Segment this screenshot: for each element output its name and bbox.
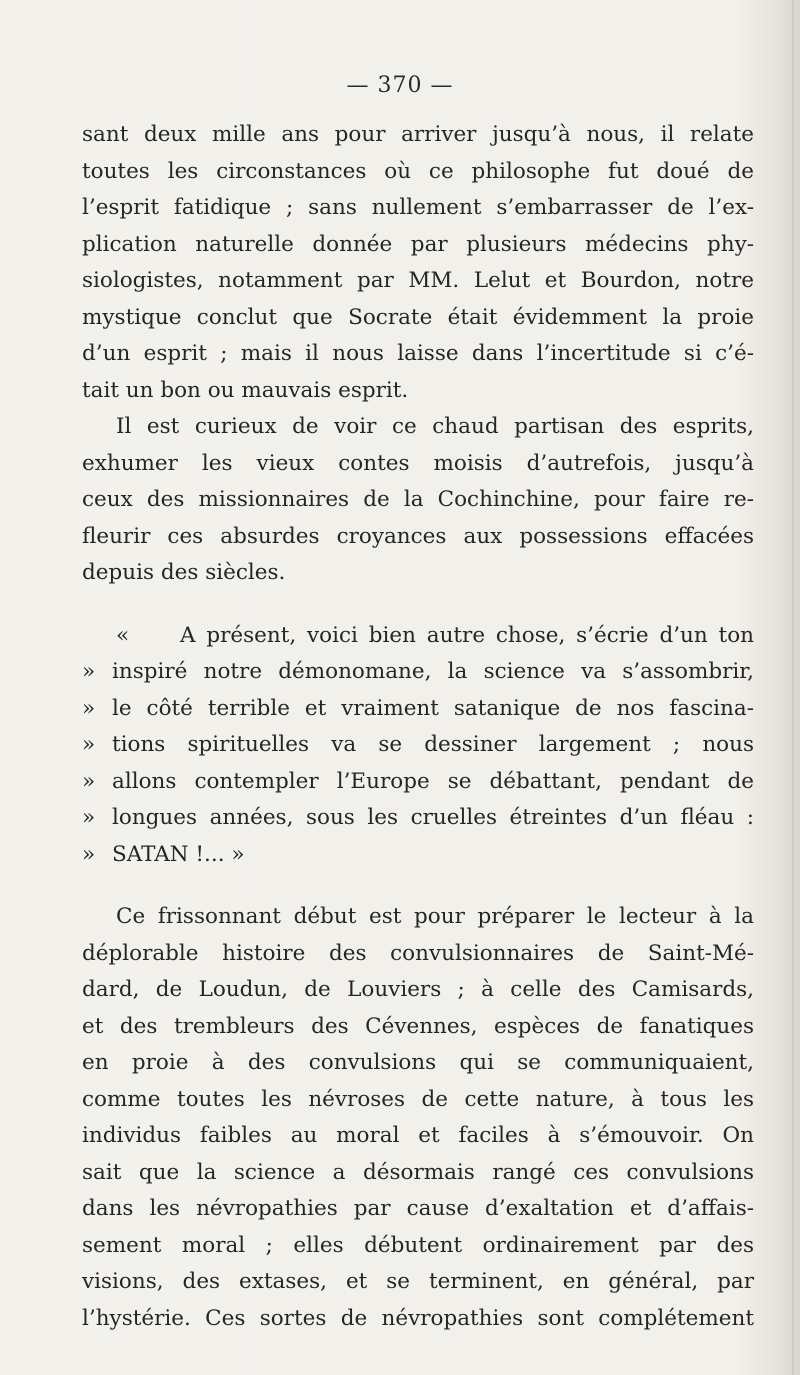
paragraph-2: [82, 409, 754, 592]
text-line: tait un bon ou mauvais esprit.: [82, 377, 409, 403]
text-line: sant deux mille ans pour arriver jusqu’à nous, il relate: [82, 122, 754, 147]
quote-mark: »: [82, 768, 96, 794]
quote-text: SATAN !... »: [112, 841, 245, 867]
text-line: depuis des siècles.: [82, 560, 286, 585]
quote-text: tions spirituelles va se dessiner largement ; nous: [112, 732, 754, 757]
quote-mark: »: [82, 841, 96, 867]
text-line: visions, des extases, et se terminent, en général, par: [82, 1269, 754, 1294]
quote-line: [82, 691, 754, 728]
quote-mark: »: [82, 695, 96, 721]
quote-line: [82, 837, 754, 874]
quotation-block: [82, 618, 754, 874]
quote-line: [82, 618, 754, 655]
paragraph-gap: [82, 873, 754, 899]
text-line: l’hystérie. Ces sortes de névropathies sont complétement: [82, 1305, 754, 1331]
text-line: dans les névropathies par cause d’exaltation et d’affais-: [82, 1196, 754, 1221]
text-line: déplorable histoire des convulsionnaires de Saint-Mé-: [82, 940, 754, 966]
quote-line: [82, 727, 754, 764]
text-line: sement moral ; elles débutent ordinairement par des: [82, 1232, 754, 1258]
text-line: plication naturelle donnée par plusieurs médecins phy-: [82, 231, 754, 257]
page-edge: [792, 0, 794, 1375]
text-line: ceux des missionnaires de la Cochinchine, pour faire re-: [82, 487, 754, 512]
quote-mark: «: [116, 622, 130, 648]
text-line: Il est curieux de voir ce chaud partisan des esprits,: [116, 414, 754, 439]
page-number-header: — 370 —: [346, 73, 454, 98]
text-line: toutes les circonstances où ce philosophe fut doué de: [82, 158, 754, 184]
quote-text: longues années, sous les cruelles étreintes d’un fléau :: [112, 805, 754, 830]
text-line: exhumer les vieux contes moisis d’autrefois, jusqu’à: [82, 450, 754, 476]
quote-text: inspiré notre démonomane, la science va s’assombrir,: [112, 659, 754, 684]
quote-text: allons contempler l’Europe se débattant, pendant de: [112, 768, 754, 794]
text-line: l’esprit fatidique ; sans nullement s’embarrasser de l’ex-: [82, 195, 754, 220]
paragraph-3: [82, 899, 754, 1337]
text-line: siologistes, notamment par MM. Lelut et Bourdon, notre: [82, 268, 754, 293]
text-line: mystique conclut que Socrate était évidemment la proie: [82, 304, 754, 330]
text-line: d’un esprit ; mais il nous laisse dans l’incertitude si c’é-: [82, 341, 754, 366]
paragraph-gap: [82, 592, 754, 618]
quote-mark: »: [82, 732, 96, 757]
text-line: comme toutes les névroses de cette nature, à tous les: [82, 1086, 754, 1112]
page-text: [82, 117, 754, 1337]
quote-line: [82, 800, 754, 837]
text-line: fleurir ces absurdes croyances aux possessions effacées: [82, 523, 754, 549]
quote-mark: »: [82, 805, 96, 830]
quote-line: [82, 764, 754, 801]
text-line: et des trembleurs des Cévennes, espèces de fanatiques: [82, 1013, 754, 1039]
quote-line: [82, 654, 754, 691]
text-line: Ce frissonnant début est pour préparer le lecteur à la: [116, 904, 754, 929]
quote-text: le côté terrible et vraiment satanique de nos fascina-: [112, 695, 754, 721]
paragraph-1: [82, 117, 754, 409]
text-line: sait que la science a désormais rangé ces convulsions: [82, 1159, 754, 1185]
text-line: en proie à des convulsions qui se communiquaient,: [82, 1050, 754, 1075]
quote-mark: »: [82, 659, 96, 684]
quote-text: A présent, voici bien autre chose, s’écrie d’un ton: [180, 622, 754, 648]
text-line: dard, de Loudun, de Louviers ; à celle des Camisards,: [82, 977, 754, 1002]
text-line: individus faibles au moral et faciles à s’émouvoir. On: [82, 1123, 754, 1148]
